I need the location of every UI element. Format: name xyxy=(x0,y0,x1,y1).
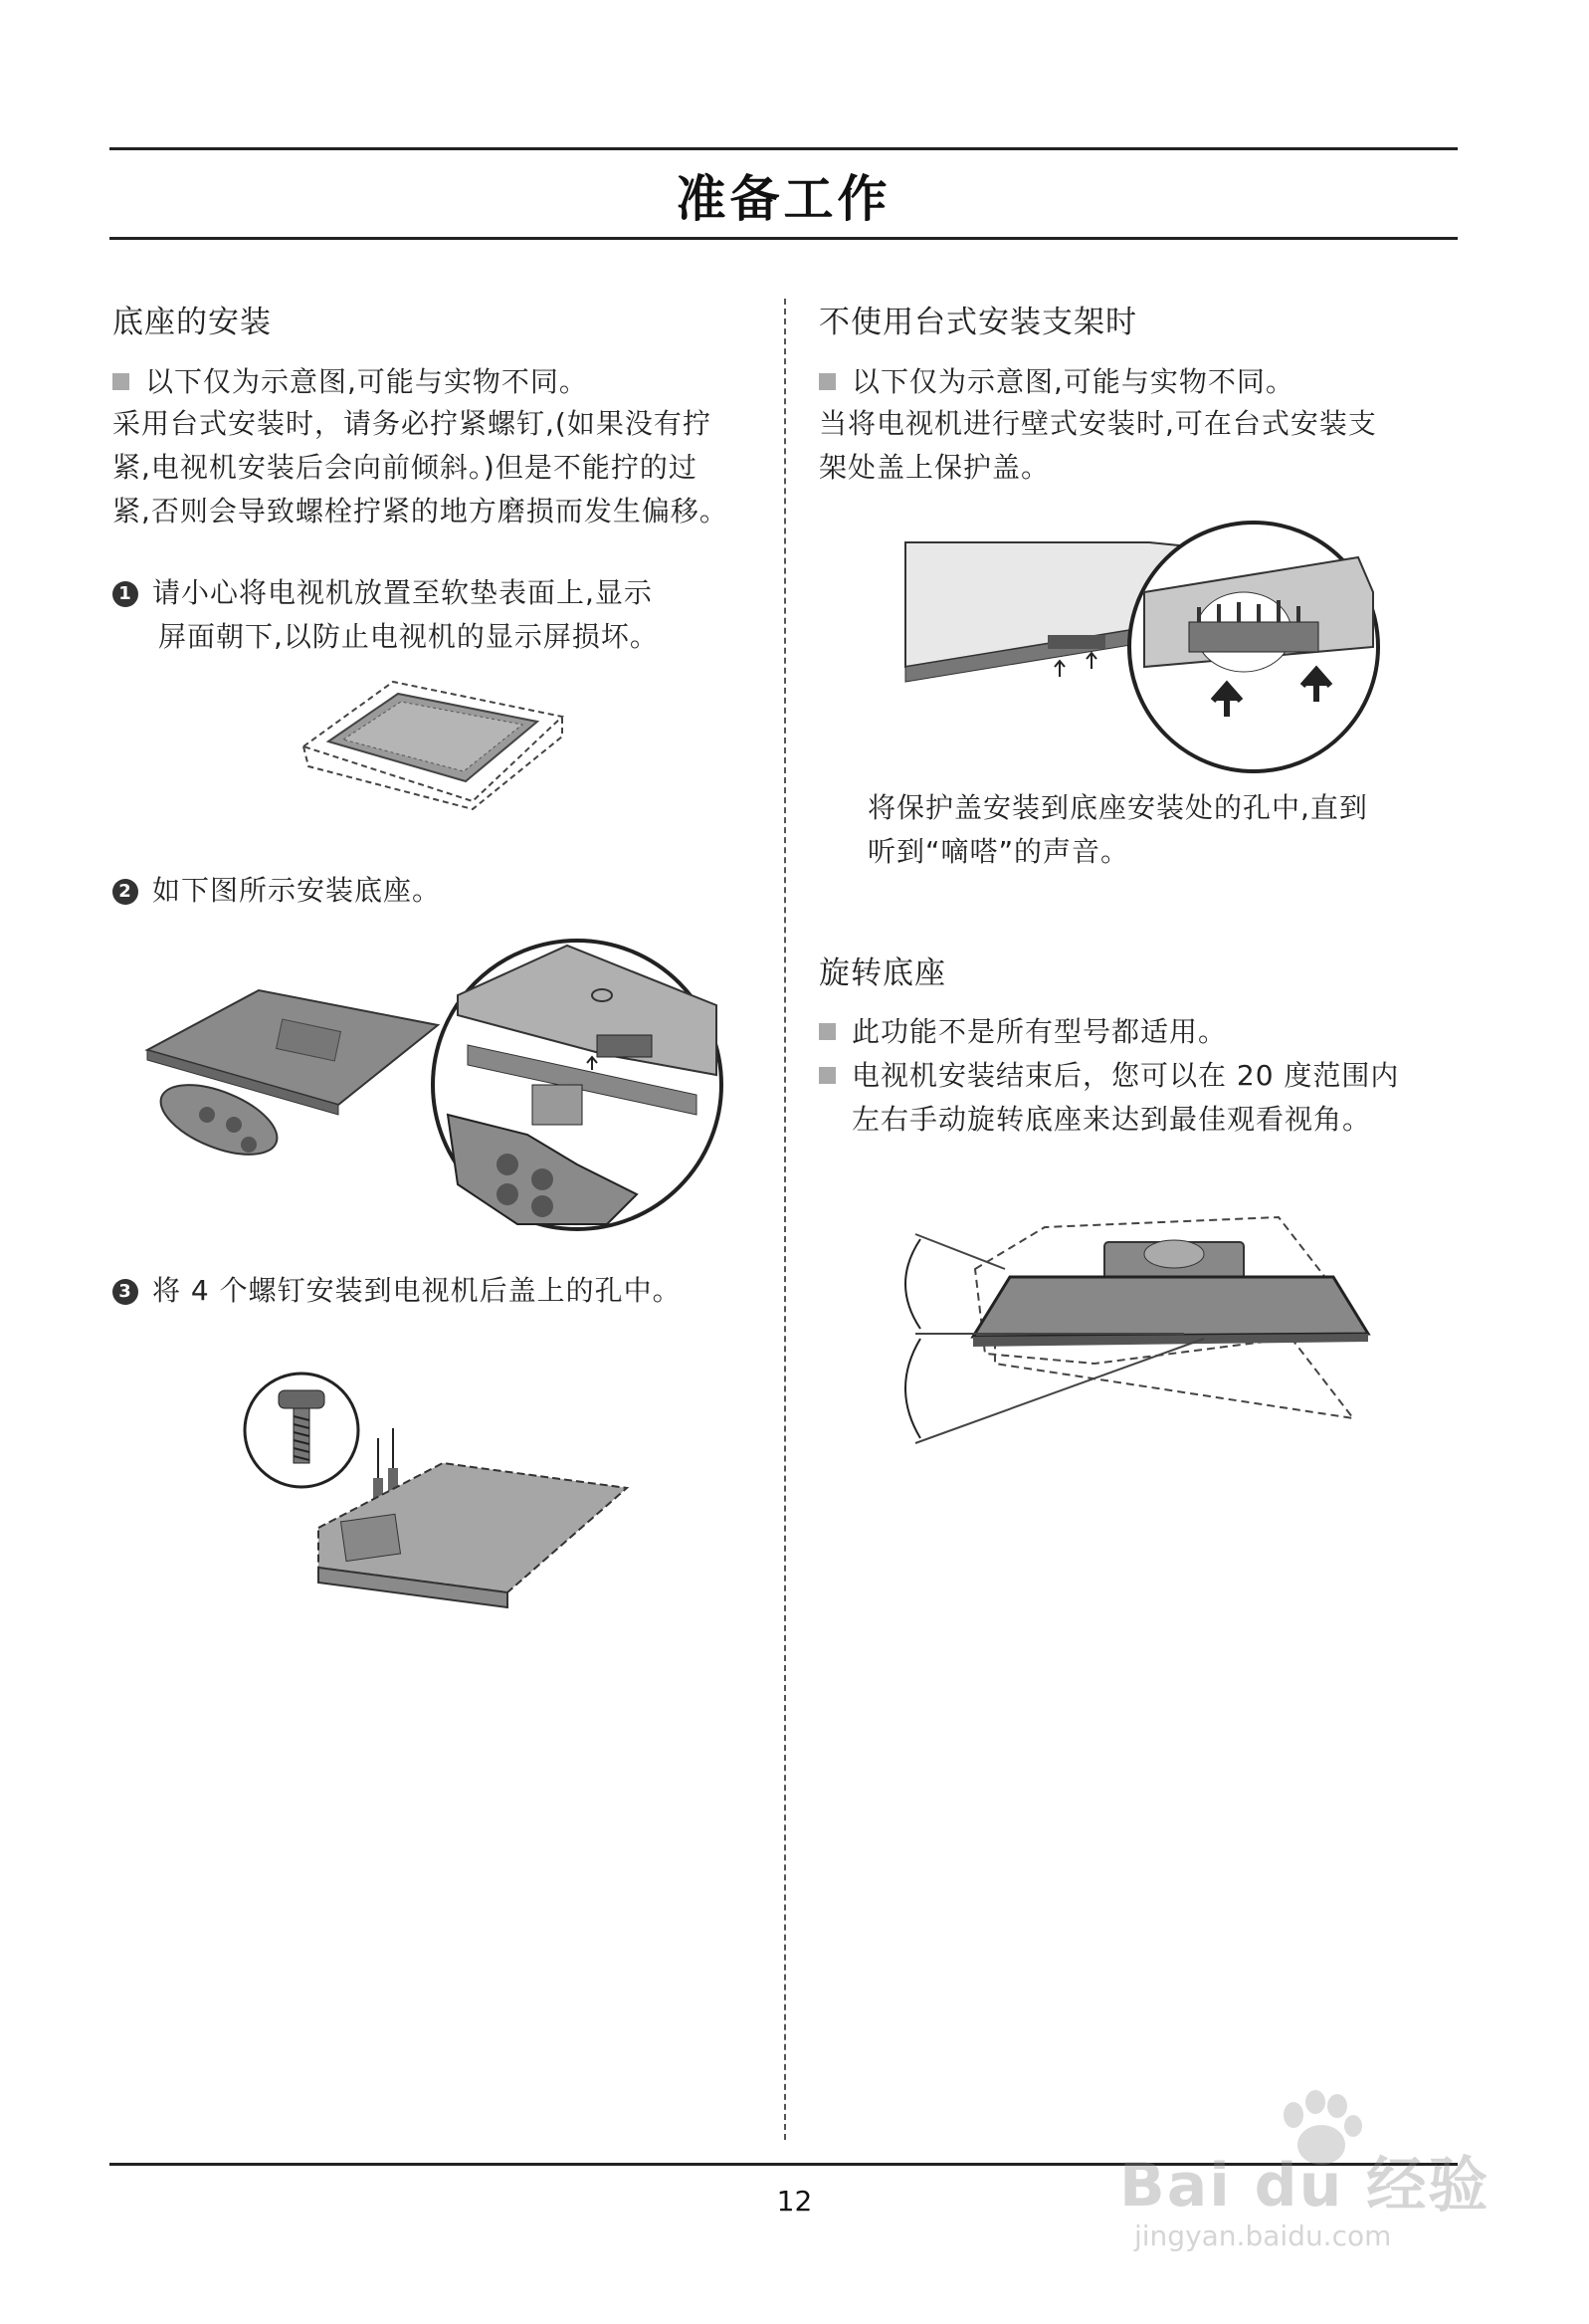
step-number-badge: 3 xyxy=(112,1279,138,1305)
bullet-square-icon xyxy=(819,1023,836,1040)
section-heading-no-stand: 不使用台式安装支架时 xyxy=(819,305,1137,340)
left-note: 以下仅为示意图,可能与实物不同。 xyxy=(112,360,588,404)
tv-on-pad-illustration xyxy=(298,672,567,811)
swivel-bullet-1: 此功能不是所有型号都适用。 xyxy=(819,1010,1227,1054)
stand-install-illustration xyxy=(139,936,736,1234)
bullet-square-icon xyxy=(112,373,129,390)
swivel-angle-illustration xyxy=(886,1209,1403,1448)
wall-mount-paragraph: 当将电视机进行壁式安装时,可在台式安装支 架处盖上保护盖。 xyxy=(819,407,1377,484)
step-2: 2 如下图所示安装底座。 xyxy=(112,869,441,913)
swivel-bullet-2: 电视机安装结束后，您可以在 20 度范围内 左右手动旋转底座来达到最佳观看视角。 xyxy=(819,1054,1399,1142)
cover-caption: 将保护盖安装到底座安装处的孔中,直到 听到“嘀嗒”的声音。 xyxy=(868,791,1368,868)
step-1: 1 请小心将电视机放置至软垫表面上,显示 屏面朝下,以防止电视机的显示屏损坏。 xyxy=(112,571,659,659)
watermark-brand: Bai du 经验 xyxy=(1119,2151,1490,2220)
step-number-badge: 1 xyxy=(112,581,138,607)
right-note: 以下仅为示意图,可能与实物不同。 xyxy=(819,360,1294,404)
section-heading-swivel: 旋转底座 xyxy=(819,955,946,991)
step-number-badge: 2 xyxy=(112,879,138,905)
screw-install-illustration xyxy=(244,1369,632,1627)
page-title: 准备工作 xyxy=(676,170,892,228)
bullet-square-icon xyxy=(819,1067,836,1084)
section-heading-stand-install: 底座的安装 xyxy=(112,305,272,340)
baidu-watermark xyxy=(1114,2090,1492,2259)
protective-cover-illustration xyxy=(900,518,1388,816)
watermark-url: jingyan.baidu.com xyxy=(1134,2219,1392,2252)
top-rule xyxy=(109,147,1458,150)
warning-paragraph: 采用台式安装时，请务必拧紧螺钉,(如果没有拧 紧,电视机安装后会向前倾斜。)但是不能拧的过 紧,否则会导致螺栓拧紧的地方磨损而发生偏移。 xyxy=(112,407,728,528)
title-underline xyxy=(109,237,1458,240)
step-3: 3 将 4 个螺钉安装到电视机后盖上的孔中。 xyxy=(112,1269,682,1313)
bullet-square-icon xyxy=(819,373,836,390)
page-number: 12 xyxy=(776,2185,813,2218)
column-divider xyxy=(784,299,786,2140)
